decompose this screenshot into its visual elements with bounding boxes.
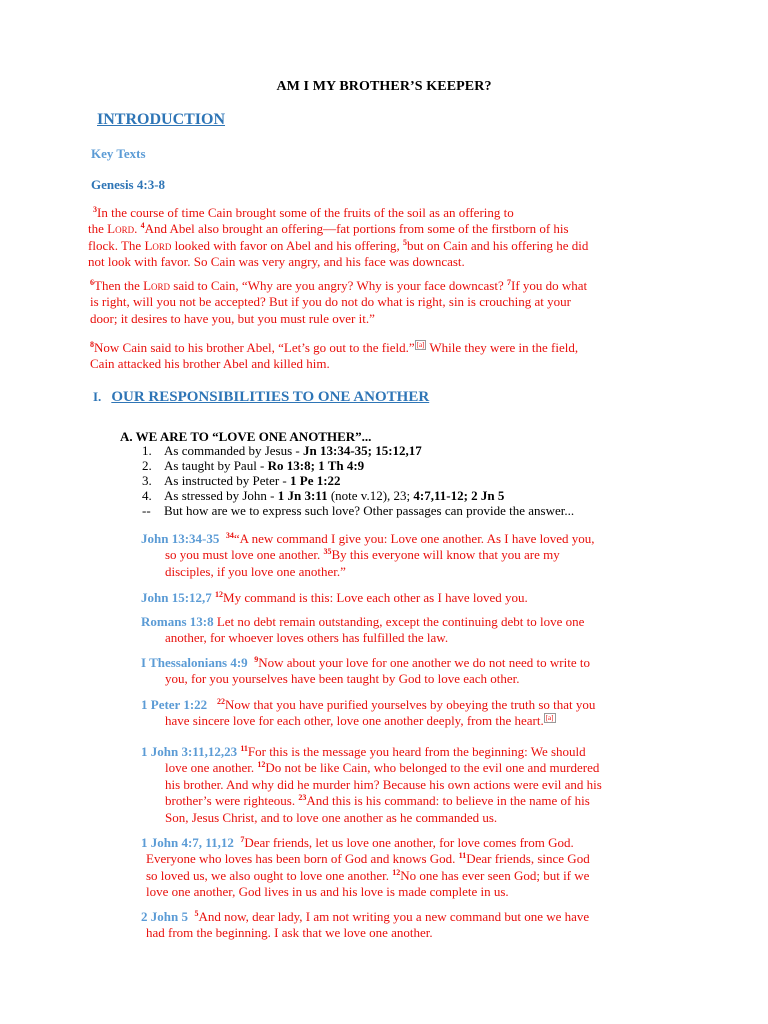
section-heading <box>93 389 429 406</box>
verse-number: 34 <box>225 531 234 540</box>
verse-text: Dear friends, let us love one another, for love comes from God. <box>244 835 574 850</box>
verse-reference: Romans 13:8 <box>141 614 214 629</box>
lord-text: Lord <box>143 278 171 293</box>
verse-text: In the course of time Cain brought some of the fruits of the soil as an offering to <box>97 205 514 220</box>
verse-reference: John 15:12,7 <box>141 590 212 605</box>
page-title: AM I MY BROTHER’S KEEPER? <box>276 79 492 94</box>
verse-block-2-john <box>141 909 701 942</box>
list-reference: 1 Pe 1:22 <box>290 473 341 488</box>
verse-block-thessalonians <box>141 655 701 688</box>
verse-text: And this is his command: to believe in the name of his <box>306 793 590 809</box>
list-reference: Jn 13:34-35; 15:12,17 <box>303 443 422 458</box>
verse-number: 12 <box>215 590 224 599</box>
list-item <box>142 443 574 458</box>
verse-text: Everyone who loves has been born of God and knows God. <box>146 851 459 867</box>
verse-reference: 2 John 5 <box>141 909 188 924</box>
list-reference: Ro 13:8; 1 Th 4:9 <box>267 458 365 473</box>
verse-block-1-john-4 <box>141 835 701 901</box>
verse-text: love one another, God lives in us and his love is made complete in us. <box>146 884 509 900</box>
verse-number: 6 <box>90 278 94 287</box>
verse-text: flock. The <box>88 237 145 253</box>
verse-number: 12 <box>392 867 401 877</box>
verse-text: Do not be like Cain, who belonged to the evil one and murdered <box>265 760 600 776</box>
verse-text: My command is this: Love each other as I have loved you. <box>223 590 528 605</box>
verse-number: 7 <box>240 835 245 844</box>
verse-text: Let no debt remain outstanding, except the continuing debt to love one <box>216 614 585 629</box>
verse-text: is right, will you not be accepted? But if you do not do what is right, sin is crouching at your <box>90 294 571 310</box>
list-number: 3. <box>142 473 152 488</box>
list-reference: 4:7,11-12; 2 Jn 5 <box>413 488 505 503</box>
genesis-paragraph-3 <box>90 340 690 373</box>
verse-text: had from the beginning. I ask that we love one another. <box>146 925 433 941</box>
verse-text: Dear friends, since God <box>466 851 590 867</box>
verse-reference: 1 John 3:11,12,23 <box>141 744 238 759</box>
verse-number: 12 <box>257 760 266 770</box>
verse-text: disciples, if you love one another.” <box>165 563 346 579</box>
list-reference: 1 Jn 3:11 <box>277 488 328 503</box>
section-title: OUR RESPONSIBILITIES TO ONE ANOTHER <box>111 389 430 405</box>
footnote-link[interactable]: [a] <box>416 341 425 349</box>
verse-text: have sincere love for each other, love one another deeply, from the heart. <box>165 713 544 729</box>
verse-text: another, for whoever loves others has fulfilled the law. <box>165 630 449 646</box>
genesis-paragraph-2 <box>90 278 690 327</box>
list-text: But how are we to express such love? Other passages can provide the answer... <box>164 503 575 518</box>
verse-block-romans <box>141 614 701 647</box>
verse-text: door; it desires to have you, but you must rule over it.” <box>90 310 375 326</box>
verse-reference: 1 John 4:7, 11,12 <box>141 835 234 850</box>
verse-block-john-13 <box>141 531 701 580</box>
verse-text: And Abel also brought an offering—fat portions from some of the firstborn of his <box>144 221 569 237</box>
verse-reference: John 13:34-35 <box>141 531 220 546</box>
introduction-heading: INTRODUCTION <box>97 111 226 128</box>
verse-number: 7 <box>506 278 511 287</box>
verse-text: And now, dear lady, I am not writing you a new command but one we have <box>198 909 590 924</box>
genesis-reference: Genesis 4:3-8 <box>91 177 166 192</box>
list-number: 4. <box>142 488 152 503</box>
list-item <box>142 503 574 518</box>
verse-text: By this everyone will know that you are my <box>331 547 560 563</box>
list-item <box>142 488 574 503</box>
list-text: As taught by Paul - <box>164 458 268 473</box>
verse-number: 5 <box>194 909 199 918</box>
verse-text: Son, Jesus Christ, and to love one another as he commanded us. <box>165 809 498 825</box>
verse-text: so you must love one another. <box>165 547 324 563</box>
verse-reference: I Thessalonians 4:9 <box>141 655 248 670</box>
numbered-list <box>142 443 574 518</box>
list-number: 2. <box>142 458 152 473</box>
verse-text: No one has ever seen God; but if we <box>400 867 590 883</box>
key-texts-heading: Key Texts <box>91 146 146 161</box>
list-text: As commanded by Jesus - <box>164 443 304 458</box>
verse-number: 11 <box>458 851 467 861</box>
verse-text: Now that you have purified yourselves by obeying the truth so that you <box>224 697 596 712</box>
subsection-heading: A. WE ARE TO “LOVE ONE ANOTHER”... <box>120 429 372 444</box>
verse-text: . <box>134 221 141 237</box>
verse-text: his brother. And why did he murder him? Because his own actions were evil and his <box>165 776 602 792</box>
section-number: I. <box>93 389 102 404</box>
verse-text: you, for you yourselves have been taught by God to love each other. <box>165 671 520 687</box>
verse-number: 22 <box>216 697 225 706</box>
verse-text: “A new command I give you: Love one another. As I have loved you, <box>233 531 595 546</box>
verse-block-john-15 <box>141 590 701 606</box>
list-dash: -- <box>142 503 151 518</box>
footnote-link[interactable]: [a] <box>545 714 554 723</box>
verse-number: 3 <box>93 205 97 214</box>
genesis-paragraph-1 <box>88 205 688 271</box>
verse-text: brother’s were righteous. <box>165 793 299 809</box>
verse-block-1-john-3 <box>141 744 701 826</box>
verse-number: 5 <box>402 237 407 247</box>
verse-number: 35 <box>323 547 332 557</box>
verse-number: 8 <box>90 340 94 349</box>
verse-number: 23 <box>298 793 307 803</box>
list-number: 1. <box>142 443 152 458</box>
verse-text: said to Cain, “Why are you angry? Why is your face downcast? <box>170 278 507 293</box>
verse-text: looked with favor on Abel and his offering, <box>171 237 403 253</box>
verse-text: the <box>88 221 108 237</box>
verse-number: 9 <box>254 655 259 664</box>
verse-reference: 1 Peter 1:22 <box>141 697 208 712</box>
verse-number: 11 <box>240 744 248 753</box>
verse-text: not look with favor. So Cain was very angry, and his face was downcast. <box>88 254 465 270</box>
list-text: (note v.12), 23; <box>327 488 414 503</box>
verse-text: For this is the message you heard from the beginning: We should <box>247 744 586 759</box>
list-item <box>142 458 574 473</box>
verse-text: but on Cain and his offering he did <box>406 237 589 253</box>
verse-text: Cain attacked his brother Abel and killed him. <box>90 356 330 372</box>
verse-text: so loved us, we also ought to love one another. <box>146 867 393 883</box>
verse-text: While they were in the field, <box>426 340 579 355</box>
list-item <box>142 473 574 488</box>
list-text: As stressed by John - <box>164 488 278 503</box>
list-text: As instructed by Peter - <box>164 473 291 488</box>
verse-block-1-peter <box>141 697 701 730</box>
lord-text: Lord <box>144 237 172 253</box>
verse-text: Now about your love for one another we do not need to write to <box>258 655 590 670</box>
lord-text: Lord <box>107 221 135 237</box>
verse-text: Then the <box>94 278 144 293</box>
verse-text: love one another. <box>165 760 258 776</box>
verse-text: Now Cain said to his brother Abel, “Let’s go out to the field.” <box>94 340 415 355</box>
verse-number: 4 <box>140 221 145 231</box>
verse-text: If you do what <box>510 278 588 293</box>
